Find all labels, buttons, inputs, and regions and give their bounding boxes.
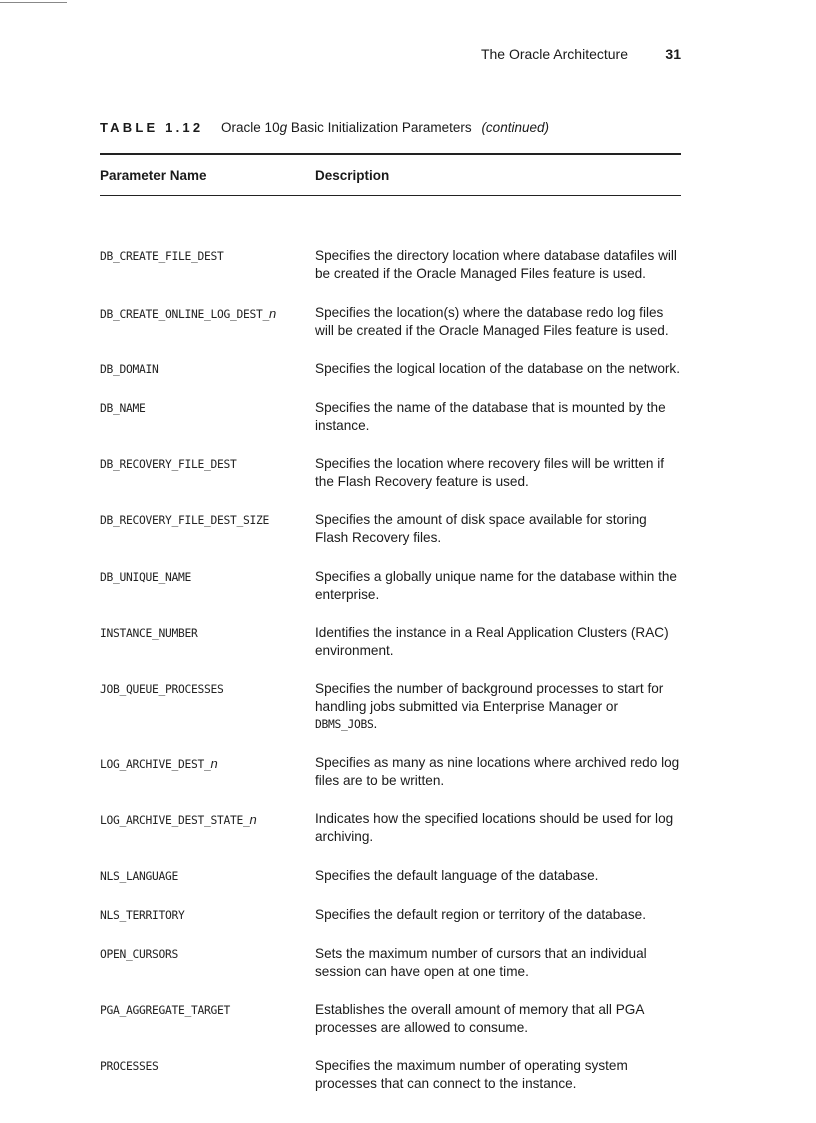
table-row <box>100 906 681 924</box>
table-row <box>100 867 681 885</box>
parameter-description <box>315 1057 681 1092</box>
parameter-name <box>100 945 315 980</box>
parameter-name-text: LOG_ARCHIVE_DEST_STATE_ <box>100 814 250 827</box>
table-row <box>100 810 681 845</box>
parameter-name-text: DB_NAME <box>100 402 146 415</box>
parameter-name-text: DB_UNIQUE_NAME <box>100 571 192 584</box>
parameter-name <box>100 247 315 282</box>
table-row <box>100 304 681 339</box>
description-text: Specifies the number of background processes to start for handling jobs submitted via Enterprise Manager or <box>315 681 664 714</box>
parameter-name-text: JOB_QUEUE_PROCESSES <box>100 683 224 696</box>
parameter-name <box>100 304 315 339</box>
table-row <box>100 680 681 734</box>
parameter-name-text: DB_RECOVERY_FILE_DEST_SIZE <box>100 514 270 527</box>
parameter-name-text: INSTANCE_NUMBER <box>100 627 198 640</box>
table-title-post: Basic Initialization Parameters <box>287 120 472 135</box>
description-code: DBMS_JOBS <box>315 718 374 731</box>
parameter-name <box>100 810 315 845</box>
table-row <box>100 511 681 546</box>
description-text: Specifies the directory location where database datafiles will be created if the Oracle Managed Files feature is used. <box>315 248 677 281</box>
parameter-description <box>315 511 681 546</box>
parameter-name-text: DB_DOMAIN <box>100 363 159 376</box>
parameter-description <box>315 810 681 845</box>
parameter-name-suffix: n <box>249 812 257 827</box>
parameter-name <box>100 680 315 734</box>
description-text: Identifies the instance in a Real Application Clusters (RAC) environment. <box>315 625 669 658</box>
parameter-name-text: PGA_AGGREGATE_TARGET <box>100 1004 231 1017</box>
description-text: Specifies the location where recovery files will be written if the Flash Recovery feature is used. <box>315 456 665 489</box>
description-text: Specifies the amount of disk space available for storing Flash Recovery files. <box>315 512 647 545</box>
parameter-description <box>315 754 681 789</box>
table-row <box>100 1057 681 1092</box>
parameter-description <box>315 945 681 980</box>
parameter-name <box>100 624 315 659</box>
description-text: Specifies the maximum number of operating system processes that can connect to the instance. <box>315 1058 628 1091</box>
parameter-name <box>100 1057 315 1092</box>
parameter-description <box>315 399 681 434</box>
table-header-rule <box>100 195 681 196</box>
parameter-name <box>100 906 315 924</box>
parameter-name-text: NLS_TERRITORY <box>100 909 185 922</box>
table-row <box>100 360 681 378</box>
parameter-description <box>315 624 681 659</box>
table-row <box>100 399 681 434</box>
parameter-description <box>315 568 681 603</box>
parameter-description <box>315 304 681 339</box>
parameter-description <box>315 867 681 885</box>
parameter-name-suffix: n <box>210 756 218 771</box>
description-text: Indicates how the specified locations should be used for log archiving. <box>315 811 674 844</box>
section-title: The Oracle Architecture <box>480 46 628 62</box>
column-header-name: Parameter Name <box>100 167 207 183</box>
table-row <box>100 568 681 603</box>
description-text: Specifies a globally unique name for the database within the enterprise. <box>315 569 677 602</box>
description-text: Sets the maximum number of cursors that an individual session can have open at one time. <box>315 946 647 979</box>
corner-rule <box>0 2 67 3</box>
table-header-row <box>100 155 681 195</box>
table-row <box>100 247 681 282</box>
table-continued: (continued) <box>481 120 549 135</box>
description-text: Specifies the default region or territory of the database. <box>315 907 646 922</box>
parameter-description <box>315 247 681 282</box>
table-row <box>100 1001 681 1036</box>
table-title-pre: Oracle 10 <box>221 120 280 135</box>
parameter-name <box>100 1001 315 1036</box>
parameter-description <box>315 360 681 378</box>
parameter-name <box>100 754 315 789</box>
parameter-name <box>100 455 315 490</box>
description-text: Establishes the overall amount of memory that all PGA processes are allowed to consume. <box>315 1002 644 1035</box>
parameter-description <box>315 906 681 924</box>
parameter-name-text: LOG_ARCHIVE_DEST_ <box>100 758 211 771</box>
table-row <box>100 624 681 659</box>
page-number: 31 <box>665 46 681 62</box>
table-label: TABLE 1.12 <box>100 120 204 135</box>
parameter-name-text: DB_CREATE_FILE_DEST <box>100 250 224 263</box>
running-header <box>0 46 681 66</box>
table-caption <box>100 120 681 135</box>
description-text: Specifies the location(s) where the database redo log files will be created if the Oracle Managed Files feature is used. <box>315 305 669 338</box>
parameter-name-text: DB_CREATE_ONLINE_LOG_DEST_ <box>100 308 270 321</box>
description-text: Specifies the default language of the database. <box>315 868 599 883</box>
description-text: Specifies the name of the database that is mounted by the instance. <box>315 400 666 433</box>
description-tail: . <box>373 716 378 731</box>
table-title-g: g <box>279 120 288 135</box>
parameter-description <box>315 680 681 734</box>
parameter-description <box>315 1001 681 1036</box>
parameter-name-text: DB_RECOVERY_FILE_DEST <box>100 458 237 471</box>
table-row <box>100 754 681 789</box>
column-header-description: Description <box>315 167 390 183</box>
parameter-name <box>100 399 315 434</box>
parameter-description <box>315 455 681 490</box>
parameter-name-text: NLS_LANGUAGE <box>100 870 179 883</box>
parameter-name-suffix: n <box>269 306 276 321</box>
parameter-name <box>100 568 315 603</box>
parameter-name <box>100 867 315 885</box>
parameter-name-text: PROCESSES <box>100 1060 159 1073</box>
parameter-table <box>100 153 681 1091</box>
table-row <box>100 945 681 980</box>
parameter-name-text: OPEN_CURSORS <box>100 948 179 961</box>
table-row <box>100 455 681 490</box>
parameter-name <box>100 360 315 378</box>
description-text: Specifies the logical location of the database on the network. <box>315 361 681 376</box>
description-text: Specifies as many as nine locations where archived redo log files are to be written. <box>315 755 680 788</box>
parameter-name <box>100 511 315 546</box>
